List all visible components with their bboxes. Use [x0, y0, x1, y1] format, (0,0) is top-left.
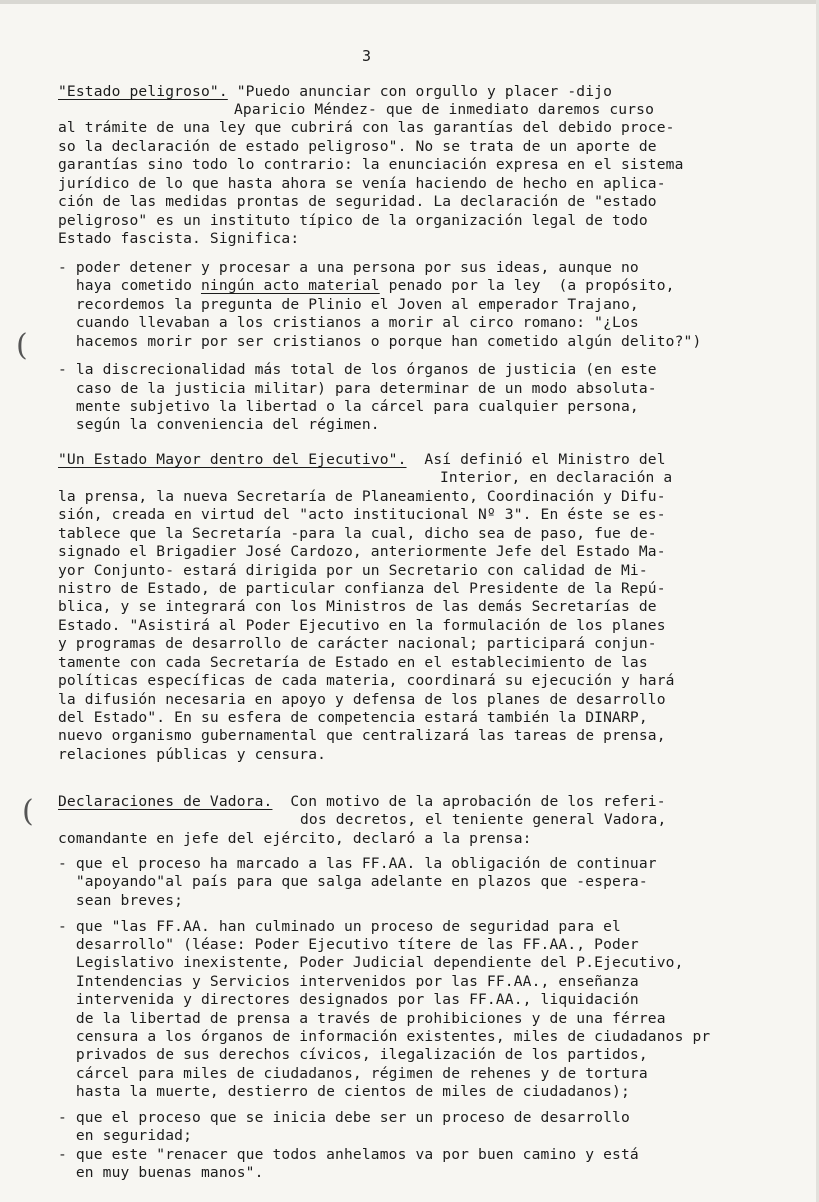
text-line: sión, creada en virtud del "acto institucional Nº 3". En éste se es- [58, 506, 666, 523]
text-line: intervenida y directores designados por las FF.AA., liquidación [58, 991, 639, 1008]
text-fragment: penado por la ley (a propósito, [379, 277, 675, 294]
text-line: en muy buenas manos". [58, 1164, 264, 1181]
text-line: relaciones públicas y censura. [58, 746, 327, 763]
text-line: - que este "renacer que todos anhelamos va por buen camino y está [58, 1146, 639, 1163]
text-line: so la declaración de estado peligroso". No se trata de un aporte de [58, 138, 657, 155]
text-line: hasta la muerte, destierro de cientos de miles de ciudadanos); [58, 1083, 630, 1100]
text-line: políticas específicas de cada materia, coordinará su ejecución y hará [58, 672, 675, 689]
margin-mark: ( [22, 794, 34, 829]
text-line: Estado. "Asistirá al Poder Ejecutivo en la formulación de los planes [58, 617, 666, 634]
text-line: peligroso" es un instituto típico de la organización legal de todo [58, 212, 648, 229]
text-line: según la conveniencia del régimen. [58, 416, 380, 433]
section-lead-text: Así definió el Ministro del [406, 451, 666, 468]
underlined-emphasis: ningún acto material [200, 277, 380, 294]
text-line: tamente con cada Secretaría de Estado en el establecimiento de las [58, 654, 648, 671]
text-line: nuevo organismo gubernamental que centralizará las tareas de prensa, [58, 727, 666, 744]
text-line: mente subjetivo la libertad o la cárcel para cualquier persona, [58, 398, 639, 415]
text-line: y programas de desarrollo de carácter nacional; participará conjun- [58, 635, 657, 652]
text-line: - que el proceso que se inicia debe ser un proceso de desarrollo [58, 1109, 630, 1126]
text-line: "apoyando"al país para que salga adelante en plazos que -espera- [58, 873, 648, 890]
text-line [58, 279, 675, 294]
text-line: signado el Brigadier José Cardozo, anteriormente Jefe del Estado Ma- [58, 543, 666, 560]
section-heading-line [58, 795, 666, 810]
text-line: al trámite de una ley que cubrirá con las garantías del debido proce- [58, 119, 675, 136]
text-line: - que "las FF.AA. han culminado un proceso de seguridad para el [58, 918, 621, 935]
text-line: la difusión necesaria en apoyo y defensa de los planes de desarrollo [58, 691, 666, 708]
text-line: blica, y se integrará con los Ministros de las demás Secretarías de [58, 598, 657, 615]
text-line: ción de las medidas prontas de seguridad. La declaración de "estado [58, 193, 657, 210]
text-line: sean breves; [58, 892, 184, 909]
text-line: garantías sino todo lo contrario: la enunciación expresa en el sistema [58, 156, 684, 173]
text-line: cuando llevaban a los cristianos a morir al circo romano: "¿Los [58, 314, 639, 331]
text-line: censura a los órganos de información existentes, miles de ciudadanos pr [58, 1028, 711, 1045]
text-fragment: haya cometido [58, 277, 201, 294]
text-line: privados de sus derechos cívicos, ilegalización de los partidos, [58, 1046, 648, 1063]
text-line: nistro de Estado, de particular confianza del Presidente de la Repú- [58, 580, 666, 597]
text-line: Interior, en declaración a [440, 469, 673, 486]
text-line: - la discrecionalidad más total de los órganos de justicia (en este [58, 361, 657, 378]
section-heading: "Estado peligroso". [58, 83, 228, 100]
text-line: comandante en jefe del ejército, declaró a la prensa: [58, 830, 532, 847]
scan-top-edge [0, 0, 819, 4]
text-line: tablece que la Secretaría -para la cual, dicho sea de paso, fue de- [58, 525, 657, 542]
section-heading: "Un Estado Mayor dentro del Ejecutivo". [58, 451, 407, 468]
text-line: cárcel para miles de ciudadanos, régimen de rehenes y de tortura [58, 1065, 648, 1082]
text-line: desarrollo" (léase: Poder Ejecutivo títere de las FF.AA., Poder [58, 936, 639, 953]
text-line: de la libertad de prensa a través de prohibiciones y de una férrea [58, 1010, 666, 1027]
text-line: la prensa, la nueva Secretaría de Planeamiento, Coordinación y Difu- [58, 488, 666, 505]
text-line: hacemos morir por ser cristianos o porque han cometido algún delito?") [58, 333, 702, 350]
text-line: Aparicio Méndez- que de inmediato daremos curso [234, 101, 655, 118]
text-line: Intendencias y Servicios intervenidos por las FF.AA., enseñanza [58, 973, 639, 990]
section-lead-text: Con motivo de la aprobación de los referi- [272, 793, 666, 810]
margin-mark: ( [16, 328, 28, 363]
text-line: del Estado". En su esfera de competencia estará también la DINARP, [58, 709, 648, 726]
text-line: recordemos la pregunta de Plinio el Joven al emperador Trajano, [58, 296, 639, 313]
text-line: yor Conjunto- estará dirigida por un Secretario con calidad de Mi- [58, 562, 648, 579]
text-line: caso de la justicia militar) para determinar de un modo absoluta- [58, 380, 657, 397]
text-line: en seguridad; [58, 1127, 193, 1144]
page-number: 3 [362, 47, 372, 65]
text-line: jurídico de lo que hasta ahora se venía haciendo de hecho en aplica- [58, 175, 666, 192]
section-heading-line [58, 85, 612, 100]
section-lead-text: "Puedo anunciar con orgullo y placer -dijo [227, 83, 613, 100]
text-line: Legislativo inexistente, Poder Judicial dependiente del P.Ejecutivo, [58, 954, 684, 971]
section-heading-line [58, 453, 666, 468]
text-line: - poder detener y procesar a una persona por sus ideas, aunque no [58, 259, 639, 276]
section-heading: Declaraciones de Vadora. [58, 793, 273, 810]
text-line: Estado fascista. Significa: [58, 230, 300, 247]
text-line: - que el proceso ha marcado a las FF.AA. la obligación de continuar [58, 855, 657, 872]
text-line: dos decretos, el teniente general Vadora, [300, 811, 667, 828]
